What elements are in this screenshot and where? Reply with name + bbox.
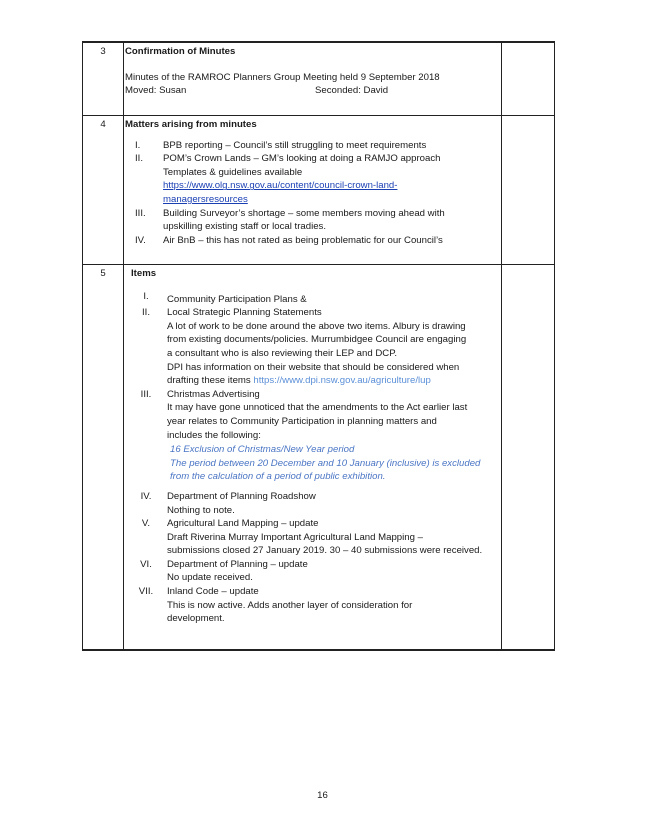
list-text: a consultant who is also reviewing their LEP and DCP. [167,347,398,359]
quote-line: The period between 20 December and 10 January (inclusive) is excluded [170,457,481,469]
quote-line: 16 Exclusion of Christmas/New Year period [170,444,355,456]
list-numeral: III. [140,388,152,400]
list-text: Department of Planning Roadshow [167,490,316,502]
list-item [125,234,501,248]
list-item [125,306,501,388]
list-text: This is now active. Adds another layer of consideration for [167,599,413,611]
list-text: includes the following: [167,429,261,441]
list-text: drafting these items [167,375,254,387]
list-text: development. [167,613,225,625]
matters-list [125,139,501,248]
list-numeral: IV. [135,234,146,246]
list-item [125,388,501,490]
item-number: 4 [100,119,106,130]
list-text: No update received. [167,572,253,584]
moved-line: Moved: Susan [125,85,187,97]
agenda-row-4 [83,116,555,265]
list-item [125,139,501,153]
legislation-quote [167,443,501,484]
agenda-row-5 [83,265,555,651]
item-number: 3 [100,46,106,57]
list-item [125,585,501,626]
list-numeral: I. [135,139,141,151]
list-numeral: VI. [140,558,152,570]
list-item [125,558,501,585]
list-item [125,290,501,307]
list-text: DPI has information on their website that should be considered when [167,361,460,373]
list-text: A lot of work to be done around the above two items. Albury is drawing [167,320,466,332]
list-text: Templates & guidelines available [163,166,303,178]
page-number: 16 [317,790,328,801]
list-text: It may have gone unnoticed that the amendments to the Act earlier last [167,402,468,414]
dpi-link[interactable]: https://www.dpi.nsw.gov.au/agriculture/lup [253,375,431,387]
list-numeral: II. [142,307,150,319]
list-text: Community Participation Plans & [167,293,307,305]
section-heading: Items [131,268,157,279]
list-text: upskilling existing staff or local tradies. [163,221,326,233]
list-text: Inland Code – update [167,586,259,598]
list-numeral: VII. [138,586,154,598]
list-numeral: IV. [140,490,152,502]
list-text: Local Strategic Planning Statements [167,307,322,319]
list-text: Building Surveyor’s shortage – some members moving ahead with [163,207,445,219]
list-text: year relates to Community Participation in planning matters and [167,415,437,427]
agenda-table [82,41,555,651]
minutes-line: Minutes of the RAMROC Planners Group Meeting held 9 September 2018 [125,71,440,83]
section-heading: Confirmation of Minutes [125,46,236,57]
list-text: Department of Planning – update [167,558,308,570]
crown-land-link[interactable]: managersresources [163,193,248,205]
list-text: Agricultural Land Mapping – update [167,518,319,530]
list-text: BPB reporting – Council’s still struggling to meet requirements [163,139,427,151]
list-text: Air BnB – this has not rated as being problematic for our Council’s [163,234,443,246]
list-numeral: III. [135,207,146,219]
items-list [125,290,501,626]
crown-land-link[interactable]: https://www.olg.nsw.gov.au/content/council-crown-land- [163,180,398,192]
list-numeral: V. [141,518,151,530]
list-text: submissions closed 27 January 2019. 30 – 40 submissions were received. [167,545,483,557]
list-text: from existing documents/policies. Murrumbidgee Council are engaging [167,334,467,346]
list-text: Nothing to note. [167,504,235,516]
list-item [125,490,501,517]
section-heading: Matters arising from minutes [125,119,257,130]
quote-line: from the calculation of a period of public exhibition. [170,471,386,483]
item-number: 5 [100,268,106,279]
list-item [125,517,501,558]
list-numeral: II. [135,153,143,165]
list-numeral: I. [143,290,149,302]
list-text: Christmas Advertising [167,388,260,400]
list-item [125,207,501,234]
seconded-line: Seconded: David [315,85,389,97]
list-text: Draft Riverina Murray Important Agricultural Land Mapping – [167,531,423,543]
list-item [125,152,501,206]
agenda-row-3 [83,42,555,116]
list-text: POM’s Crown Lands – GM’s looking at doing a RAMJO approach [163,153,441,165]
